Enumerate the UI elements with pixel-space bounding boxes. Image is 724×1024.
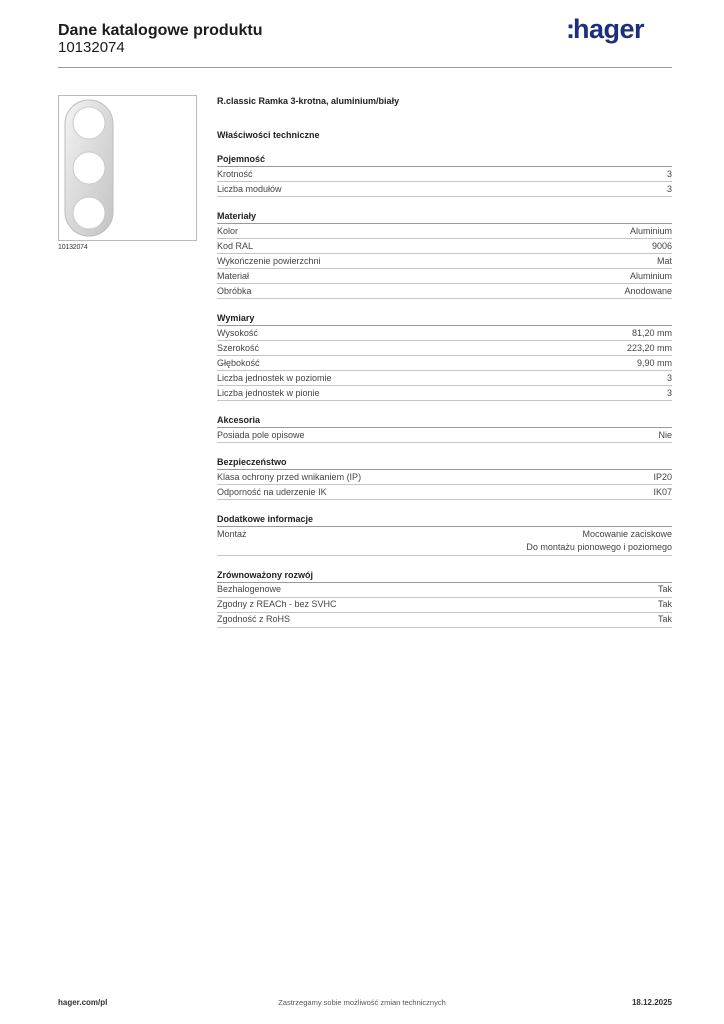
spec-value-line: 3	[666, 168, 672, 179]
product-code: 10132074	[58, 39, 125, 56]
spec-label: Wykończenie powierzchni	[217, 255, 321, 266]
spec-value	[658, 583, 672, 597]
tech-heading: Właściwości techniczne	[217, 130, 320, 140]
spec-value	[652, 240, 672, 254]
spec-label: Zgodność z RoHS	[217, 614, 291, 624]
section-title: Pojemność	[217, 153, 672, 167]
spec-row	[217, 326, 672, 341]
spec-value-line: 3	[666, 183, 672, 194]
spec-value-line: IP20	[653, 471, 672, 482]
spec-value-line: 81,20 mm	[631, 327, 672, 338]
spec-value	[637, 357, 672, 371]
spec-label: Obróbka	[217, 285, 252, 296]
spec-label: Liczba jednostek w pionie	[217, 387, 320, 398]
spec-value	[630, 270, 672, 284]
spec-value	[624, 285, 672, 299]
spec-row	[217, 167, 672, 182]
spec-value	[667, 183, 672, 197]
spec-row	[217, 254, 672, 269]
spec-label: Kolor	[217, 225, 239, 236]
spec-label: Wysokość	[217, 327, 258, 338]
logo-colon: :	[566, 14, 573, 44]
spec-label: Klasa ochrony przed wnikaniem (IP)	[217, 471, 362, 482]
spec-table	[217, 94, 672, 628]
spec-value	[526, 528, 672, 555]
page-title: Dane katalogowe produktu	[58, 22, 263, 39]
section-title: Akcesoria	[217, 414, 672, 428]
spec-value-line: Do montażu pionowego i poziomego	[526, 542, 672, 552]
image-caption: 10132074	[58, 244, 88, 251]
spec-label: Posiada pole opisowe	[217, 429, 305, 440]
section-title: Materiały	[217, 210, 672, 224]
spec-row	[217, 224, 672, 239]
spec-value-line: Anodowane	[624, 285, 672, 296]
spec-value-line: Nie	[658, 429, 672, 440]
spec-row	[217, 182, 672, 197]
spec-label: Materiał	[217, 270, 250, 281]
spec-row	[217, 598, 672, 613]
spec-value	[667, 372, 672, 386]
frame-illustration	[59, 96, 196, 240]
spec-label: Odporność na uderzenie IK	[217, 486, 327, 497]
spec-value-line: Aluminium	[629, 270, 672, 281]
spec-row	[217, 583, 672, 598]
spec-value	[658, 598, 672, 612]
spec-row	[217, 356, 672, 371]
section-title: Zrównoważony rozwój	[217, 569, 672, 583]
spec-value	[632, 327, 672, 341]
section-title: Wymiary	[217, 312, 672, 326]
spec-sections	[217, 153, 672, 628]
spec-value	[630, 225, 672, 239]
spec-row	[217, 269, 672, 284]
spec-value-line: Aluminium	[629, 225, 672, 236]
spec-value-line: Tak	[657, 614, 672, 624]
spec-row	[217, 239, 672, 254]
spec-value	[653, 471, 672, 485]
spec-value-line: Mat	[656, 255, 672, 266]
spec-label: Bezhalogenowe	[217, 584, 282, 594]
spec-value-line: IK07	[653, 486, 672, 497]
spec-value	[658, 613, 672, 627]
spec-row	[217, 386, 672, 401]
spec-row	[217, 485, 672, 500]
spec-row	[217, 371, 672, 386]
spec-value	[627, 342, 672, 356]
spec-value-line: 223,20 mm	[626, 342, 672, 353]
product-name: R.classic Ramka 3-krotna, aluminium/biały	[217, 96, 400, 106]
spec-row	[217, 341, 672, 356]
spec-label: Liczba modułów	[217, 183, 282, 194]
spec-row	[217, 527, 672, 556]
spec-row	[217, 428, 672, 443]
product-image	[58, 95, 197, 241]
spec-value-line: 9,90 mm	[636, 357, 672, 368]
spec-row	[217, 470, 672, 485]
spec-value	[657, 255, 672, 269]
spec-label: Krotność	[217, 168, 253, 179]
footer-disclaimer: Zastrzegamy sobie możliwość zmian technicznych	[278, 998, 446, 1007]
spec-value-line: 3	[666, 387, 672, 398]
spec-value	[658, 429, 672, 443]
spec-value-line: Tak	[657, 599, 672, 609]
logo-text: hager	[573, 14, 645, 44]
spec-value	[653, 486, 672, 500]
spec-value-line: Mocowanie zaciskowe	[582, 528, 672, 539]
spec-label: Głębokość	[217, 357, 260, 368]
spec-value	[667, 168, 672, 182]
spec-row	[217, 284, 672, 299]
header-divider	[58, 67, 672, 68]
spec-label: Kod RAL	[217, 240, 254, 251]
spec-row	[217, 613, 672, 628]
footer-date: 18.12.2025	[631, 998, 672, 1007]
spec-label: Montaż	[217, 528, 247, 539]
spec-value-line: 3	[666, 372, 672, 383]
spec-label: Zgodny z REACh - bez SVHC	[217, 599, 337, 609]
spec-value	[667, 387, 672, 401]
footer-website-link[interactable]: hager.com/pl	[58, 998, 108, 1007]
spec-label: Szerokość	[217, 342, 260, 353]
hager-logo[interactable]	[566, 14, 644, 45]
section-title: Dodatkowe informacje	[217, 513, 672, 527]
section-title: Bezpieczeństwo	[217, 456, 672, 470]
spec-value-line: Tak	[657, 584, 672, 594]
spec-label: Liczba jednostek w poziomie	[217, 372, 332, 383]
spec-value-line: 9006	[651, 240, 672, 251]
